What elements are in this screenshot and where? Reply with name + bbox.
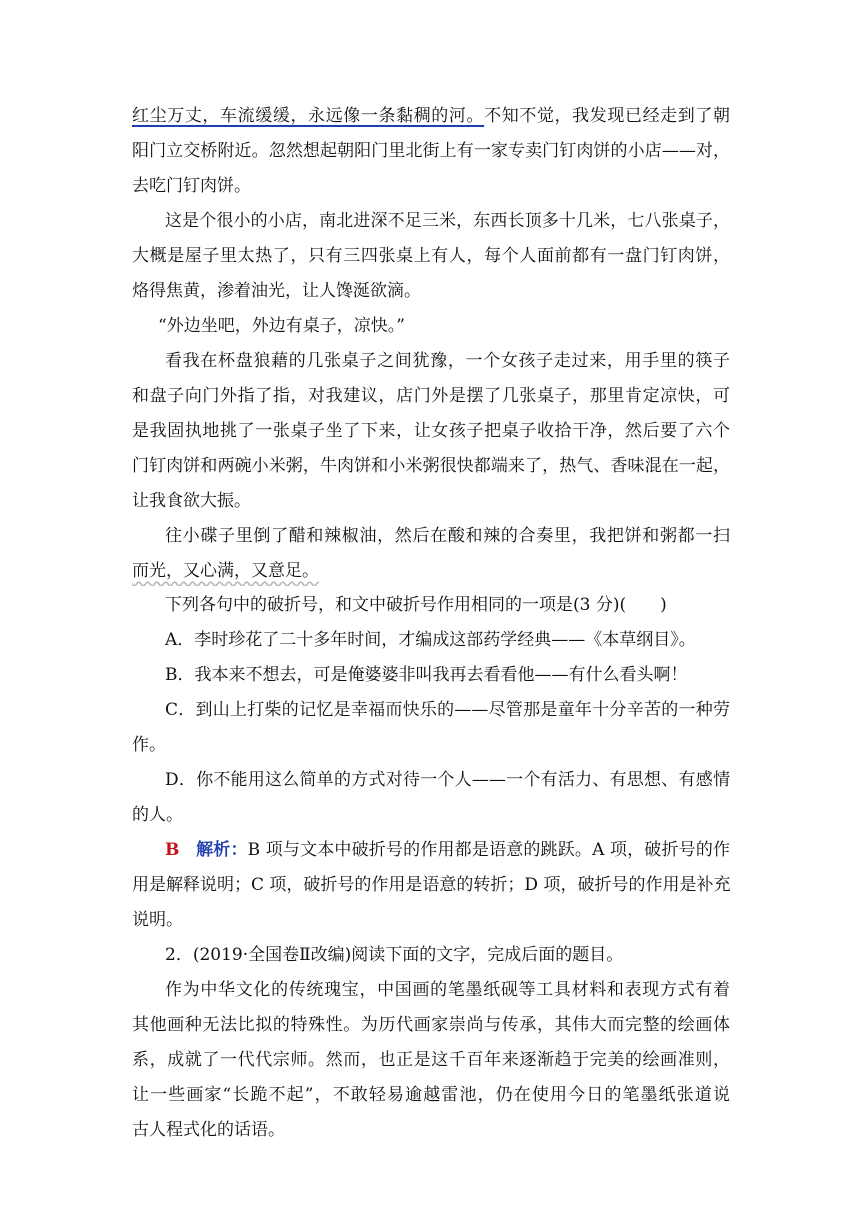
passage-line: 烙得焦黄，渗着油光，让人馋涎欲滴。 [132, 281, 421, 301]
passage-line: 让一些画家“长跪不起”，不敢轻易逾越雷池，仍在使用今日的笔墨纸张道说 [132, 1085, 730, 1105]
passage-line: 去吃门钉肉饼。 [132, 176, 251, 196]
answer-line: 用是解释说明；C 项，破折号的作用是语意的转折；D 项，破折号的作用是补充 [132, 875, 730, 895]
option-c-cont: 作。 [132, 735, 166, 755]
passage-line: 古人程式化的话语。 [132, 1120, 285, 1140]
passage-line: 而光，又心满，又意足。 [132, 561, 319, 581]
option-d-cont: 的人。 [132, 805, 183, 825]
passage-line: 红尘万丈，车流缓缓，永远像一条黏稠的河。不知不觉，我发现已经走到了朝 [132, 106, 730, 126]
option-c: C．到山上打柴的记忆是幸福而快乐的——尽管那是童年十分辛苦的一种劳 [165, 700, 730, 720]
passage-line: 是我固执地挑了一张桌子坐了下来，让女孩子把桌子收拾干净，然后要了六个 [132, 421, 730, 441]
passage-line: 往小碟子里倒了醋和辣椒油，然后在酸和辣的合奏里，我把饼和粥都一扫 [165, 526, 730, 546]
option-d: D．你不能用这么简单的方式对待一个人——一个有活力、有思想、有感情 [165, 770, 730, 790]
passage-line: 系，成就了一代代宗师。然而，也正是这千百年来逐渐趋于完美的绘画准则， [132, 1050, 730, 1070]
passage-line: 其他画种无法比拟的特殊性。为历代画家崇尚与传承，其伟大而完整的绘画体 [132, 1015, 730, 1035]
analysis-label: 解析： [196, 840, 248, 860]
answer-line: 说明。 [132, 910, 183, 930]
dialogue-line: “外边坐吧，外边有桌子，凉快。” [158, 316, 405, 336]
passage-line: 作为中华文化的传统瑰宝，中国画的笔墨纸砚等工具材料和表现方式有着 [165, 980, 730, 1000]
question-2-header: 2．(2019·全国卷Ⅱ改编)阅读下面的文字，完成后面的题目。 [165, 945, 624, 965]
answer-line: B 解析：B 项与文本中破折号的作用都是语意的跳跃。A 项，破折号的作 [165, 840, 730, 860]
passage-line: 这是个很小的小店，南北进深不足三米，东西长顶多十几米，七八张桌子， [165, 211, 730, 231]
passage-line: 和盘子向门外指了指，对我建议，店门外是摆了几张桌子，那里肯定凉快，可 [132, 386, 730, 406]
question-stem: 下列各句中的破折号，和文中破折号作用相同的一项是(3 分)( ) [165, 595, 667, 615]
option-a: A．李时珍花了二十多年时间，才编成这部药学经典——《本草纲目》。 [165, 630, 696, 650]
passage-line: 看我在杯盘狼藉的几张桌子之间犹豫，一个女孩子走过来，用手里的筷子 [165, 351, 730, 371]
passage-line: 让我食欲大振。 [132, 491, 251, 511]
answer-letter: B [165, 840, 180, 860]
passage-line: 门钉肉饼和两碗小米粥，牛肉饼和小米粥很快都端来了，热气、香味混在一起， [132, 456, 730, 476]
underlined-sentence: 红尘万丈，车流缓缓，永远像一条黏稠的河。 [132, 106, 485, 126]
option-b: B．我本来不想去，可是俺婆婆非叫我再去看看他——有什么看头啊！ [165, 665, 688, 685]
passage-line: 大概是屋子里太热了，只有三四张桌上有人，每个人面前都有一盘门钉肉饼， [132, 246, 730, 266]
passage-line: 阳门立交桥附近。忽然想起朝阳门里北街上有一家专卖门钉肉饼的小店——对， [132, 141, 730, 161]
